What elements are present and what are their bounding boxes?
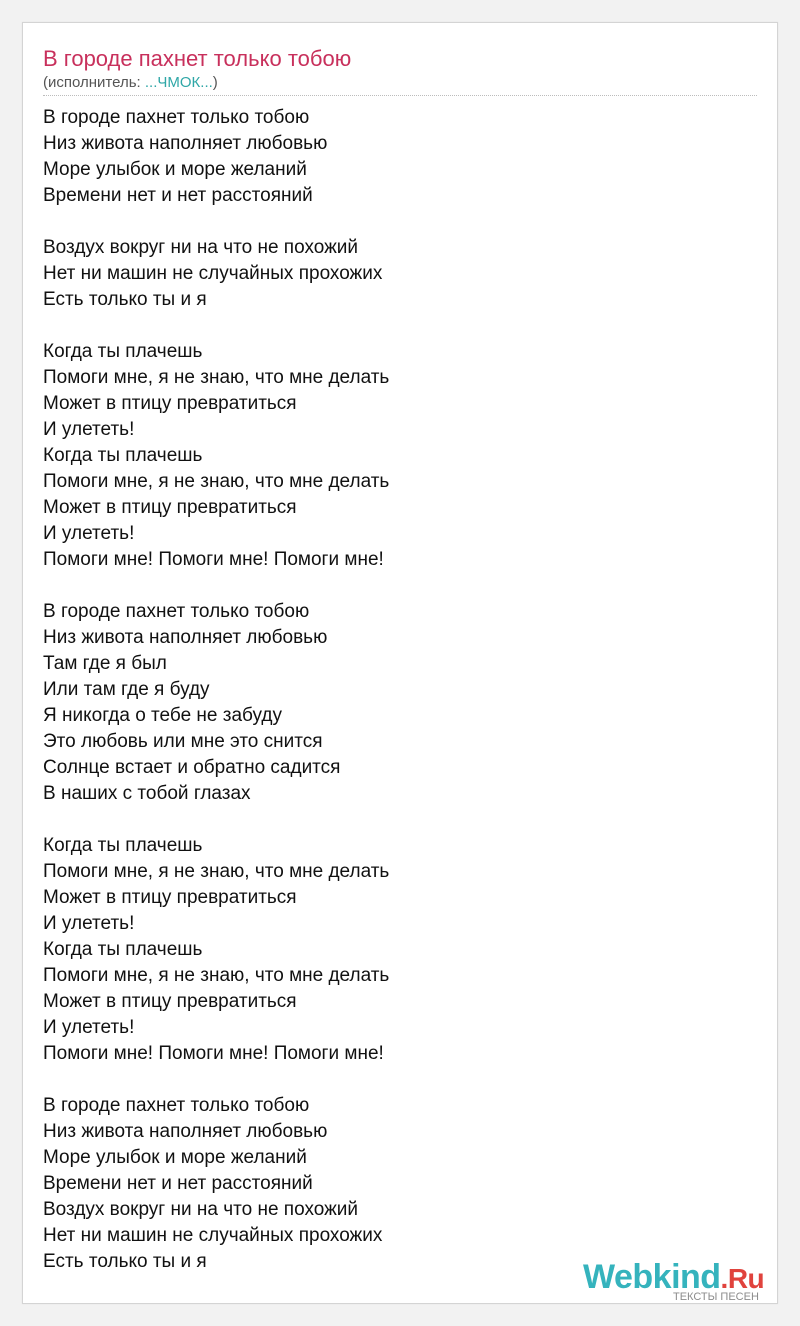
artist-link[interactable]: ...ЧМОК... (144, 74, 213, 91)
song-title: В городе пахнет только тобою (43, 46, 352, 71)
header-divider (43, 95, 757, 96)
lyrics-stanza (43, 599, 757, 807)
artist-suffix: ) (212, 74, 218, 91)
lyrics-line: Помоги мне! Помоги мне! Помоги мне! (43, 549, 384, 570)
logo-tagline: ТЕКСТЫ ПЕСЕН (673, 1291, 759, 1303)
artist-prefix: (исполнитель: (43, 74, 145, 91)
lyrics-line: Когда ты плачешь (43, 341, 203, 362)
lyrics-line: И улететь! (43, 419, 135, 440)
lyrics-line: Море улыбок и море желаний (43, 159, 307, 180)
lyrics-text (43, 105, 757, 1301)
lyrics-line: В городе пахнет только тобою (43, 107, 310, 128)
lyrics-line: Воздух вокруг ни на что не похожий (43, 237, 359, 258)
lyrics-line: Времени нет и нет расстояний (43, 185, 313, 206)
lyrics-line: Помоги мне, я не знаю, что мне делать (43, 861, 390, 882)
lyrics-line: Помоги мне, я не знаю, что мне делать (43, 965, 390, 986)
artist-line (43, 73, 218, 93)
lyrics-line: Есть только ты и я (43, 1251, 207, 1272)
lyrics-line: В наших с тобой глазах (43, 783, 251, 804)
lyrics-line: Море улыбок и море желаний (43, 1147, 307, 1168)
lyrics-line: И улететь! (43, 1017, 135, 1038)
lyrics-line: В городе пахнет только тобою (43, 601, 310, 622)
lyrics-line: В городе пахнет только тобою (43, 1095, 310, 1116)
lyrics-line: Когда ты плачешь (43, 835, 203, 856)
lyrics-line: Воздух вокруг ни на что не похожий (43, 1199, 359, 1220)
lyrics-stanza (43, 833, 757, 1067)
lyrics-line: Есть только ты и я (43, 289, 207, 310)
lyrics-line: И улететь! (43, 913, 135, 934)
lyrics-card (22, 22, 778, 1304)
lyrics-line: Или там где я буду (43, 679, 210, 700)
lyrics-line: Времени нет и нет расстояний (43, 1173, 313, 1194)
lyrics-line: И улететь! (43, 523, 135, 544)
lyrics-line: Я никогда о тебе не забуду (43, 705, 282, 726)
lyrics-line: Может в птицу превратиться (43, 991, 297, 1012)
lyrics-line: Нет ни машин не случайных прохожих (43, 1225, 383, 1246)
lyrics-stanza (43, 339, 757, 573)
lyrics-line: Низ живота наполняет любовью (43, 627, 328, 648)
lyrics-line: Когда ты плачешь (43, 939, 203, 960)
lyrics-line: Помоги мне, я не знаю, что мне делать (43, 367, 390, 388)
lyrics-line: Низ живота наполняет любовью (43, 133, 328, 154)
lyrics-stanza (43, 105, 757, 209)
lyrics-line: Это любовь или мне это снится (43, 731, 323, 752)
webkind-logo[interactable] (583, 1257, 777, 1307)
lyrics-line: Солнце встает и обратно садится (43, 757, 341, 778)
logo-tld: .Ru (720, 1263, 765, 1294)
lyrics-line: Когда ты плачешь (43, 445, 203, 466)
lyrics-line: Там где я был (43, 653, 167, 674)
lyrics-line: Помоги мне, я не знаю, что мне делать (43, 471, 390, 492)
lyrics-line: Может в птицу превратиться (43, 887, 297, 908)
logo-name: Webkind (583, 1258, 721, 1296)
lyrics-line: Может в птицу превратиться (43, 497, 297, 518)
lyrics-line: Помоги мне! Помоги мне! Помоги мне! (43, 1043, 384, 1064)
lyrics-line: Может в птицу превратиться (43, 393, 297, 414)
lyrics-line: Низ живота наполняет любовью (43, 1121, 328, 1142)
lyrics-line: Нет ни машин не случайных прохожих (43, 263, 383, 284)
lyrics-stanza (43, 1093, 757, 1275)
lyrics-stanza (43, 235, 757, 313)
